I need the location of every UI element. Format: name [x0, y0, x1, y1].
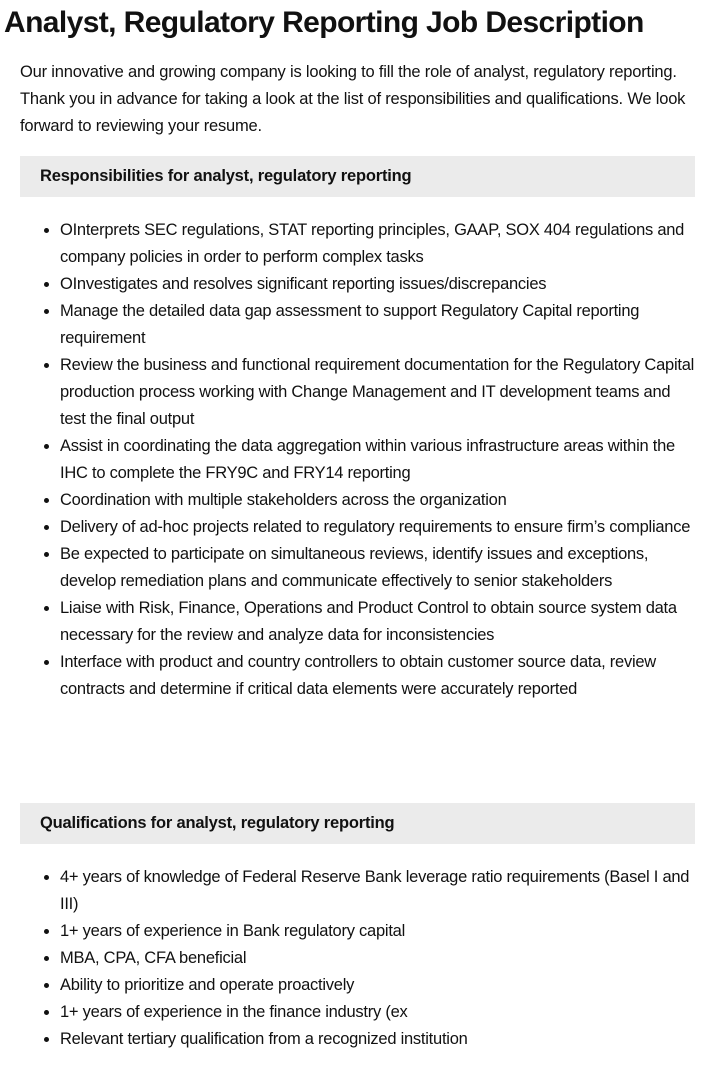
page-title: Analyst, Regulatory Reporting Job Description [4, 6, 644, 39]
list-item: • OInvestigates and resolves significant reporting issues/discrepancies [60, 271, 700, 298]
list-item: • OInterprets SEC regulations, STAT reporting principles, GAAP, SOX 404 regulations and company policies in order to perform complex tasks [60, 217, 700, 271]
list-item: • 4+ years of knowledge of Federal Reserve Bank leverage ratio requirements (Basel I and III) [60, 864, 700, 918]
list-item: • Delivery of ad-hoc projects related to regulatory requirements to ensure firm’s compliance [60, 514, 700, 541]
list-item: • Interface with product and country controllers to obtain customer source data, review contracts and determine if critical data elements were accurately reported [60, 649, 700, 703]
list-item: • Ability to prioritize and operate proactively [60, 972, 700, 999]
intro-paragraph: Our innovative and growing company is looking to fill the role of analyst, regulatory reporting. Thank you in advance for taking a look at the list of responsibilities and qualifications. We look forward to reviewing your resume. [20, 63, 686, 135]
responsibilities-heading: Responsibilities for analyst, regulatory reporting [20, 156, 695, 197]
list-item: • MBA, CPA, CFA beneficial [60, 945, 700, 972]
list-item: • Relevant tertiary qualification from a recognized institution [60, 1026, 700, 1053]
qualifications-heading: Qualifications for analyst, regulatory reporting [20, 803, 695, 844]
responsibilities-list [20, 217, 700, 703]
qualifications-list [20, 864, 700, 1053]
list-item: • Be expected to participate on simultaneous reviews, identify issues and exceptions, develop remediation plans and communicate effectively to senior stakeholders [60, 541, 700, 595]
list-item: • Manage the detailed data gap assessment to support Regulatory Capital reporting requirement [60, 298, 700, 352]
list-item: • 1+ years of experience in the finance industry (ex [60, 999, 700, 1026]
list-item: • 1+ years of experience in Bank regulatory capital [60, 918, 700, 945]
list-item: • Liaise with Risk, Finance, Operations and Product Control to obtain source system data necessary for the review and analyze data for inconsistencies [60, 595, 700, 649]
list-item: • Review the business and functional requirement documentation for the Regulatory Capital production process working with Change Management and IT development teams and test the final output [60, 352, 700, 433]
list-item: • Coordination with multiple stakeholders across the organization [60, 487, 700, 514]
list-item: • Assist in coordinating the data aggregation within various infrastructure areas within the IHC to complete the FRY9C and FRY14 reporting [60, 433, 700, 487]
